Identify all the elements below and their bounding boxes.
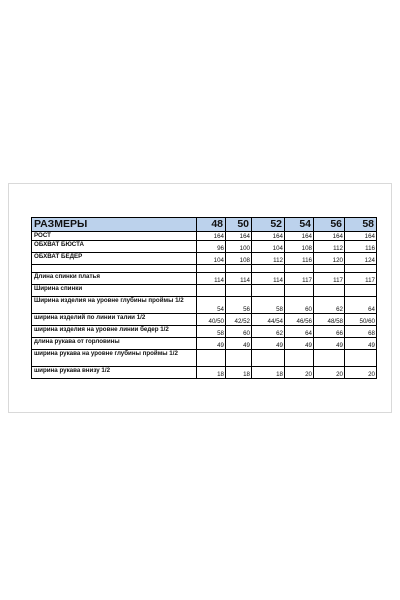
table-cell: 164 — [226, 232, 252, 241]
table-cell — [226, 350, 252, 367]
table-cell: 112 — [314, 241, 345, 253]
table-cell — [252, 285, 285, 297]
table-cell — [314, 265, 345, 273]
table-cell: 117 — [314, 273, 345, 285]
table-cell — [345, 265, 377, 273]
table-cell: 64 — [345, 297, 377, 314]
row-label — [32, 265, 197, 273]
table-cell: 62 — [252, 326, 285, 338]
table-row — [32, 285, 377, 297]
table-cell: 54 — [197, 297, 226, 314]
row-label: длина рукава от горловины — [32, 338, 197, 350]
table-row — [32, 273, 377, 285]
table-cell: 20 — [314, 367, 345, 379]
table-cell: 116 — [285, 253, 314, 265]
table-cell — [285, 350, 314, 367]
table-cell: 20 — [345, 367, 377, 379]
table-cell — [314, 350, 345, 367]
table-cell: 40/50 — [197, 314, 226, 326]
table-cell: 114 — [226, 273, 252, 285]
table-row — [32, 241, 377, 253]
table-cell: 164 — [285, 232, 314, 241]
table-cell: 18 — [252, 367, 285, 379]
table-cell — [226, 265, 252, 273]
row-label: ОБХВАТ БЮСТА — [32, 241, 197, 253]
row-label: Ширина изделия на уровне глубины проймы 1/2 — [32, 297, 197, 314]
table-cell — [226, 285, 252, 297]
size-header: 48 — [197, 218, 226, 232]
table-cell: 68 — [345, 326, 377, 338]
table-cell — [345, 285, 377, 297]
table-cell: 104 — [252, 241, 285, 253]
row-label: ширина изделия на уровне линии бедер 1/2 — [32, 326, 197, 338]
table-cell: 124 — [345, 253, 377, 265]
table-cell: 114 — [252, 273, 285, 285]
table-cell: 44/54 — [252, 314, 285, 326]
table-cell: 117 — [285, 273, 314, 285]
table-cell: 18 — [197, 367, 226, 379]
size-chart-table — [31, 217, 377, 379]
table-cell: 49 — [197, 338, 226, 350]
size-header: 54 — [285, 218, 314, 232]
table-row — [32, 367, 377, 379]
table-cell: 60 — [226, 326, 252, 338]
table-row — [32, 253, 377, 265]
table-cell: 64 — [285, 326, 314, 338]
table-cell: 116 — [345, 241, 377, 253]
table-row — [32, 338, 377, 350]
table-cell: 49 — [226, 338, 252, 350]
row-label: ширина рукава на уровне глубины проймы 1/2 — [32, 350, 197, 367]
table-cell: 66 — [314, 326, 345, 338]
table-cell — [285, 265, 314, 273]
table-row — [32, 326, 377, 338]
table-cell: 108 — [285, 241, 314, 253]
table-row — [32, 350, 377, 367]
row-label: ОБХВАТ БЕДЕР — [32, 253, 197, 265]
row-label: РОСТ — [32, 232, 197, 241]
table-cell: 60 — [285, 297, 314, 314]
table-cell: 49 — [252, 338, 285, 350]
table-cell — [314, 285, 345, 297]
size-header: 50 — [226, 218, 252, 232]
table-cell: 58 — [252, 297, 285, 314]
table-cell: 120 — [314, 253, 345, 265]
row-label: ширина рукава внизу 1/2 — [32, 367, 197, 379]
table-row — [32, 232, 377, 241]
table-cell — [345, 350, 377, 367]
row-label: Ширина спинки — [32, 285, 197, 297]
table-row — [32, 297, 377, 314]
table-row — [32, 314, 377, 326]
size-header: 58 — [345, 218, 377, 232]
size-header: 52 — [252, 218, 285, 232]
table-cell: 49 — [285, 338, 314, 350]
table-cell: 164 — [197, 232, 226, 241]
table-cell: 108 — [226, 253, 252, 265]
table-cell: 112 — [252, 253, 285, 265]
table-cell: 164 — [345, 232, 377, 241]
table-cell — [285, 285, 314, 297]
table-cell: 100 — [226, 241, 252, 253]
row-label: Длина спинки платья — [32, 273, 197, 285]
table-cell — [252, 265, 285, 273]
table-cell: 114 — [197, 273, 226, 285]
table-cell: 56 — [226, 297, 252, 314]
table-cell: 49 — [314, 338, 345, 350]
row-label: ширина изделий по линии талии 1/2 — [32, 314, 197, 326]
table-header-row — [32, 218, 377, 232]
table-cell: 48/58 — [314, 314, 345, 326]
table-cell: 50/60 — [345, 314, 377, 326]
table-cell: 164 — [252, 232, 285, 241]
table-cell — [197, 265, 226, 273]
table-cell: 20 — [285, 367, 314, 379]
table-cell: 18 — [226, 367, 252, 379]
table-title: РАЗМЕРЫ — [32, 218, 197, 232]
table-row — [32, 265, 377, 273]
table-cell — [197, 285, 226, 297]
table-cell: 96 — [197, 241, 226, 253]
table-cell: 62 — [314, 297, 345, 314]
table-cell: 164 — [314, 232, 345, 241]
table-cell: 49 — [345, 338, 377, 350]
table-cell: 42/52 — [226, 314, 252, 326]
table-cell — [197, 350, 226, 367]
table-cell: 58 — [197, 326, 226, 338]
size-header: 56 — [314, 218, 345, 232]
table-cell: 117 — [345, 273, 377, 285]
table-cell: 104 — [197, 253, 226, 265]
table-cell — [252, 350, 285, 367]
table-cell: 46/56 — [285, 314, 314, 326]
